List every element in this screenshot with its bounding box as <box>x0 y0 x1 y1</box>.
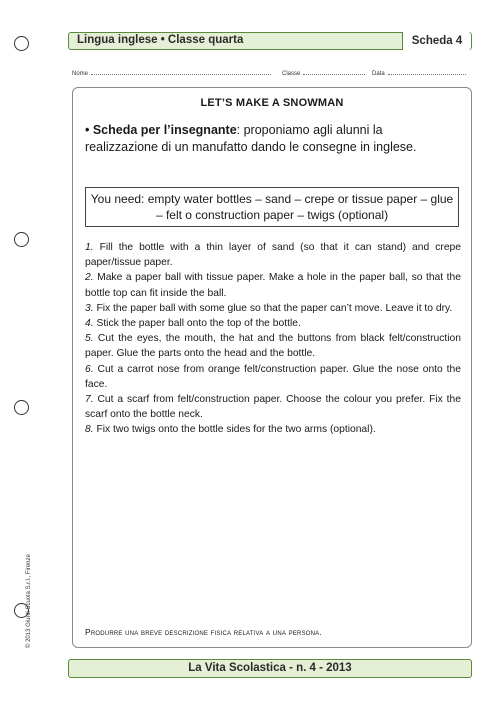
step-item <box>85 392 461 422</box>
instruction-steps <box>85 240 461 438</box>
step-item <box>85 362 461 392</box>
class-label: Classe <box>282 71 301 77</box>
step-item <box>85 270 461 300</box>
teacher-note-label: • Scheda per l’insegnante <box>85 123 237 137</box>
name-field <box>72 68 271 77</box>
step-number: 3. <box>85 302 94 314</box>
teacher-note <box>85 122 455 155</box>
date-label: Data <box>372 71 385 77</box>
step-item <box>85 301 461 316</box>
copyright-credit: © 2013 Giunti Scuola S.r.l., Firenze <box>26 554 32 648</box>
step-text: Cut a scarf from felt/construction paper. Choose the colour you prefer. Fix the scarf onto the bottle neck. <box>85 394 461 421</box>
class-field <box>282 68 365 77</box>
step-text: Fix two twigs onto the bottle sides for the two arms (optional). <box>93 424 376 436</box>
task-instruction: Produrre una breve descrizione fisica relativa a una persona. <box>85 627 322 637</box>
subject-label: Lingua inglese • Classe quarta <box>77 34 244 46</box>
step-number: 6. <box>85 363 94 375</box>
content-box <box>72 87 472 648</box>
teacher-note-text: : proponiamo agli alunni la realizzazione di un manufatto dando le consegne in inglese. <box>85 123 417 154</box>
step-item <box>85 240 461 270</box>
name-label: Nome <box>72 71 89 77</box>
step-number: 5. <box>85 333 94 345</box>
publication-bar: La Vita Scolastica - n. 4 - 2013 <box>68 659 472 678</box>
header-bar <box>68 32 472 50</box>
step-text: Fill the bottle with a thin layer of sand (so that it can stand) and crepe paper/tissue paper. <box>85 242 461 269</box>
materials-box: You need: empty water bottles – sand – crepe or tissue paper – glue – felt o construction paper – twigs (optional) <box>85 187 459 227</box>
step-text: Cut a carrot nose from orange felt/construction paper. Glue the nose onto the face. <box>85 363 461 390</box>
binder-hole <box>14 36 29 51</box>
binder-hole <box>14 232 29 247</box>
student-fields <box>72 68 472 78</box>
step-text: Cut the eyes, the mouth, the hat and the buttons from black felt/construction paper. Glue the parts onto the head and the bottle. <box>85 333 461 360</box>
binder-hole <box>14 400 29 415</box>
step-number: 2. <box>85 272 94 284</box>
step-item <box>85 422 461 437</box>
step-item <box>85 316 461 331</box>
step-item <box>85 331 461 361</box>
step-number: 1. <box>85 242 94 253</box>
step-number: 7. <box>85 394 94 406</box>
page-title: LET’S MAKE A SNOWMAN <box>200 97 344 109</box>
sheet-label: Scheda 4 <box>402 32 471 50</box>
step-text: Fix the paper ball with some glue so that the paper can’t move. Leave it to dry. <box>93 302 453 314</box>
step-number: 8. <box>85 424 94 436</box>
step-text: Make a paper ball with tissue paper. Make a hole in the paper ball, so that the bottle top can fit inside the ball. <box>85 272 461 299</box>
date-field <box>372 68 466 77</box>
step-number: 4. <box>85 318 94 330</box>
step-text: Stick the paper ball onto the top of the bottle. <box>93 318 301 330</box>
